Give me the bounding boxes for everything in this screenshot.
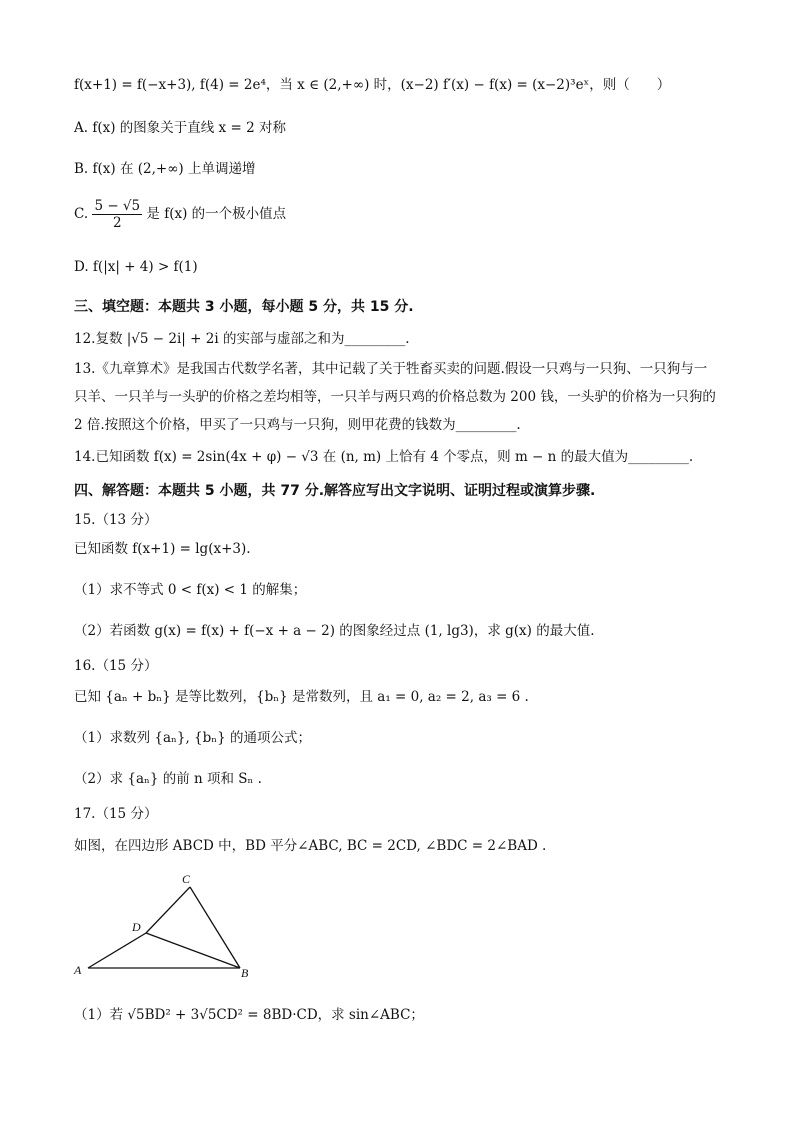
vertex-label-c: C <box>182 872 191 886</box>
problem11-option-a: A. f(x) 的图象关于直线 x = 2 对称 <box>74 120 286 136</box>
question-13-line3: 2 倍.按照这个价格，甲买了一只鸡与一只狗，则甲花费的钱数为_________. <box>74 417 521 433</box>
question-15-stem: 已知函数 f(x+1) = lg(x+3). <box>74 541 251 557</box>
segment-dc <box>146 887 190 933</box>
question-16-stem: 已知 {aₙ + bₙ} 是等比数列，{bₙ} 是常数列，且 a₁ = 0, a₂ = 2, a₃ = 6 . <box>74 689 529 705</box>
question-13-line1: 13.《九章算术》是我国古代数学名著，其中记载了关于牲畜买卖的问题.假设一只鸡与一只狗、一只狗与一 <box>74 361 708 377</box>
option-c-prefix: C. <box>74 206 89 222</box>
vertex-label-d: D <box>132 920 141 934</box>
question-16-title: 16.（15 分） <box>74 658 158 674</box>
fraction-numerator: 5 − √5 <box>94 198 141 214</box>
quadrilateral-figure <box>70 870 270 990</box>
section4-header: 四、解答题：本题共 5 小题，共 77 分.解答应写出文字说明、证明过程或演算步骤. <box>74 483 596 499</box>
problem11-option-d: D. f(|x| + 4) > f(1) <box>74 259 198 275</box>
section3-header: 三、填空题：本题共 3 小题，每小题 5 分，共 15 分. <box>74 299 414 315</box>
question-16-part1: （1）求数列 {aₙ}, {bₙ} 的通项公式； <box>74 730 311 746</box>
question-12: 12.复数 |√5 − 2i| + 2i 的实部与虚部之和为_________. <box>74 331 410 347</box>
option-c-suffix: 是 f(x) 的一个极小值点 <box>146 206 287 222</box>
fraction-denominator: 2 <box>112 215 122 231</box>
vertex-label-b: B <box>241 966 249 980</box>
problem11-stem: f(x+1) = f(−x+3), f(4) = 2e⁴，当 x ∈ (2,+∞) 时，(x−2) f′(x) − f(x) = (x−2)³eˣ，则（ ） <box>74 77 671 93</box>
question-17-stem: 如图，在四边形 ABCD 中，BD 平分∠ABC, BC = 2CD, ∠BDC = 2∠BAD . <box>74 838 547 854</box>
question-15-part1: （1）求不等式 0 < f(x) < 1 的解集； <box>74 582 307 598</box>
question-16-part2: （2）求 {aₙ} 的前 n 项和 Sₙ . <box>74 771 262 787</box>
question-15-part2: （2）若函数 g(x) = f(x) + f(−x + a − 2) 的图象经过点 (1, lg3)，求 g(x) 的最大值. <box>74 623 595 639</box>
segment-db <box>146 933 240 968</box>
vertex-label-a: A <box>74 963 82 977</box>
question-17-title: 17.（15 分） <box>74 806 158 822</box>
question-14: 14.已知函数 f(x) = 2sin(4x + φ) − √3 在 (n, m) 上恰有 4 个零点，则 m − n 的最大值为_________. <box>74 449 694 465</box>
question-17-part1: （1）若 √5BD² + 3√5CD² = 8BD·CD，求 sin∠ABC； <box>74 1007 424 1023</box>
segment-cb <box>190 887 240 968</box>
question-13-line2: 只羊、一只羊与一头驴的价格之差均相等，一只羊与两只鸡的价格总数为 200 钱，一头驴的价格为一只狗的 <box>74 389 716 405</box>
question-15-title: 15.（13 分） <box>74 512 158 528</box>
problem11-option-c <box>74 198 286 231</box>
option-c-fraction <box>92 198 142 231</box>
problem11-option-b: B. f(x) 在 (2,+∞) 上单调递增 <box>74 161 256 177</box>
segment-ad <box>88 933 146 968</box>
